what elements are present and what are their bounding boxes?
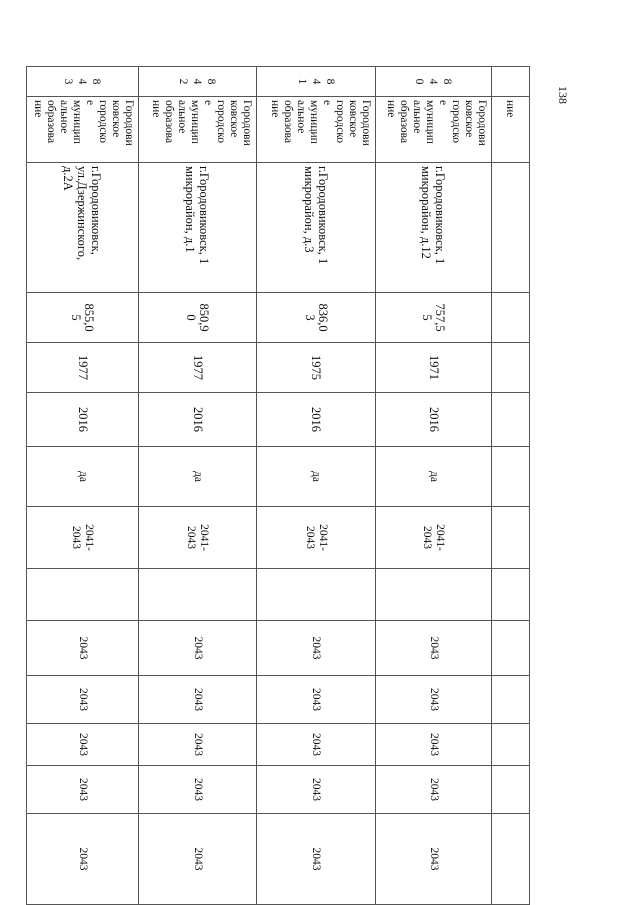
cell-area-line: 3	[303, 314, 317, 321]
cell-year-1: 2043	[139, 621, 257, 676]
cell-municipality	[27, 97, 139, 163]
cell-year-1: 2043	[257, 621, 376, 676]
cell-num-line: 0	[413, 78, 426, 85]
cell-municipality-line: ние	[150, 100, 162, 118]
table-row	[257, 67, 376, 905]
cell-year-2: 2043	[27, 676, 139, 724]
cell-year-4: 2043	[27, 766, 139, 814]
cell-municipality-line: альное	[411, 100, 423, 134]
cell-municipality-line: ние	[32, 100, 44, 118]
cell-municipality-line: альное	[295, 100, 307, 134]
cell-municipality-line: образова	[282, 100, 294, 144]
cell-area	[27, 293, 139, 343]
cell-num-line: 4	[427, 78, 440, 85]
cell-plan-period-line: 2043	[70, 526, 83, 549]
cell-address-line: г.Городовиковск, 1	[433, 166, 448, 265]
cell-year-4: 2043	[139, 766, 257, 814]
cell-municipality-line: городско	[215, 100, 227, 144]
rotated-table-container	[27, 66, 530, 871]
cell-year-2016: 2016	[139, 393, 257, 447]
cell-address-line: микрорайон, д.3	[302, 166, 316, 253]
cell-address	[27, 163, 139, 293]
cell-municipality	[139, 97, 257, 163]
cell-plan-period	[492, 507, 530, 569]
cell-num-line: 4	[191, 78, 204, 85]
cell-num-line: 8	[441, 78, 454, 85]
cell-year-4	[492, 766, 530, 814]
cell-plan-period	[257, 507, 376, 569]
housing-repair-schedule-table	[26, 66, 530, 905]
cell-municipality-line: ковское	[110, 100, 122, 138]
cell-yes: да	[376, 447, 492, 507]
cell-area	[257, 293, 376, 343]
cell-municipality-line: муницип	[308, 100, 320, 144]
cell-plan-period-line: 2043	[304, 526, 316, 549]
cell-num-line: 8	[90, 78, 103, 85]
cell-address	[139, 163, 257, 293]
cell-year-2: 2043	[139, 676, 257, 724]
cell-empty	[27, 569, 139, 621]
cell-built-year	[492, 343, 530, 393]
cell-address-line: г.Городовиковск,	[89, 166, 104, 255]
cell-plan-period-line: 2041-	[434, 524, 447, 551]
cell-num-line: 4	[76, 78, 89, 85]
cell-year-3: 2043	[27, 724, 139, 766]
cell-built-year: 1975	[257, 343, 376, 393]
cell-built-year: 1977	[139, 343, 257, 393]
cell-num	[139, 67, 257, 97]
cell-area-line: 5	[69, 314, 84, 321]
cell-municipality-line: муницип	[189, 100, 201, 144]
cell-address	[376, 163, 492, 293]
cell-plan-period	[139, 507, 257, 569]
cell-municipality-line: ковское	[228, 100, 240, 138]
cell-area-line: 5	[420, 314, 435, 321]
cell-area	[139, 293, 257, 343]
cell-yes: да	[257, 447, 376, 507]
table-row	[27, 67, 139, 905]
cell-municipality-line: е	[84, 100, 96, 106]
cell-plan-period	[27, 507, 139, 569]
cell-built-year: 1977	[27, 343, 139, 393]
cell-area-line: 850,9	[197, 303, 212, 332]
cell-municipality-line: образова	[163, 100, 175, 144]
cell-plan-period-line: 2043	[421, 526, 434, 549]
cell-year-4: 2043	[376, 766, 492, 814]
cell-plan-period-line: 2041-	[83, 524, 96, 551]
cell-yes: да	[27, 447, 139, 507]
table-row	[139, 67, 257, 905]
cell-area	[492, 293, 530, 343]
cell-plan-period-line: 2041-	[198, 524, 211, 551]
cell-address-line: микрорайон, д.1	[183, 166, 198, 253]
cell-address	[257, 163, 376, 293]
cell-num-line: 8	[324, 78, 336, 85]
cell-yes: да	[139, 447, 257, 507]
cell-plan-period-line: 2043	[185, 526, 198, 549]
cell-municipality-line: ние	[269, 100, 281, 118]
cell-area-line: 855,0	[82, 303, 97, 332]
cell-num-line: 8	[205, 78, 218, 85]
cell-built-year: 1971	[376, 343, 492, 393]
cell-area-line: 0	[184, 314, 199, 321]
cell-municipality-line: альное	[58, 100, 70, 134]
cell-year-5: 2043	[139, 814, 257, 905]
cell-municipality-line: е	[437, 100, 449, 106]
cell-num-line: 1	[296, 78, 308, 85]
cell-municipality-line: Городови	[123, 100, 135, 146]
cell-num-line: 4	[310, 78, 322, 85]
cell-municipality-line: образова	[398, 100, 410, 144]
cell-num	[257, 67, 376, 97]
cell-area-line: 757,5	[433, 303, 448, 332]
cell-year-3: 2043	[257, 724, 376, 766]
cell-num-line: 3	[62, 78, 75, 85]
cell-year-2016: 2016	[257, 393, 376, 447]
table-row	[376, 67, 492, 905]
cell-num	[376, 67, 492, 97]
cell-municipality-line: муницип	[424, 100, 436, 144]
cell-plan-period-line: 2041-	[317, 524, 329, 551]
cell-municipality-line: городско	[450, 100, 462, 144]
cell-empty	[376, 569, 492, 621]
cell-year-4: 2043	[257, 766, 376, 814]
cell-year-2: 2043	[376, 676, 492, 724]
cell-year-5	[492, 814, 530, 905]
cell-municipality-line: городско	[334, 100, 346, 144]
cell-municipality-line: образова	[45, 100, 57, 144]
cell-municipality-line: ковское	[463, 100, 475, 138]
cell-num	[492, 67, 530, 97]
cell-municipality-line: Городови	[476, 100, 488, 146]
cell-municipality-line: Городови	[241, 100, 253, 146]
cell-year-2016	[492, 393, 530, 447]
cell-municipality-line: ние	[385, 100, 397, 118]
cell-address-line: микрорайон, д.12	[419, 166, 434, 259]
cell-yes	[492, 447, 530, 507]
cell-year-2016: 2016	[376, 393, 492, 447]
cell-municipality-line: ковское	[347, 100, 359, 138]
cell-year-3: 2043	[376, 724, 492, 766]
cell-municipality	[376, 97, 492, 163]
cell-area	[376, 293, 492, 343]
cell-year-2	[492, 676, 530, 724]
cell-address-line: г.Городовиковск, 1	[316, 166, 330, 265]
cell-municipality: ние	[492, 97, 530, 163]
cell-empty	[139, 569, 257, 621]
cell-year-3: 2043	[139, 724, 257, 766]
cell-municipality	[257, 97, 376, 163]
cell-municipality-line: е	[321, 100, 333, 106]
cell-address-line: г.Городовиковск, 1	[197, 166, 212, 265]
cell-municipality-line: Городови	[360, 100, 372, 146]
cell-empty	[492, 569, 530, 621]
table-row-header-continuation	[492, 67, 530, 905]
cell-year-2: 2043	[257, 676, 376, 724]
cell-year-2016: 2016	[27, 393, 139, 447]
cell-address-line: д.2А	[61, 166, 76, 191]
cell-year-5: 2043	[376, 814, 492, 905]
page-number: 138	[556, 86, 570, 104]
cell-year-1: 2043	[376, 621, 492, 676]
cell-municipality-line: городско	[97, 100, 109, 144]
cell-num-line: 2	[177, 78, 190, 85]
cell-empty	[257, 569, 376, 621]
cell-year-5: 2043	[27, 814, 139, 905]
cell-year-1: 2043	[27, 621, 139, 676]
cell-address-line: ул.Дзержинского,	[75, 166, 90, 261]
cell-address	[492, 163, 530, 293]
cell-municipality-line: муницип	[71, 100, 83, 144]
cell-area-line: 836,0	[316, 303, 330, 332]
cell-year-1	[492, 621, 530, 676]
cell-year-5: 2043	[257, 814, 376, 905]
cell-municipality-line: е	[202, 100, 214, 106]
cell-municipality-line: альное	[176, 100, 188, 134]
cell-year-3	[492, 724, 530, 766]
cell-plan-period	[376, 507, 492, 569]
cell-num	[27, 67, 139, 97]
